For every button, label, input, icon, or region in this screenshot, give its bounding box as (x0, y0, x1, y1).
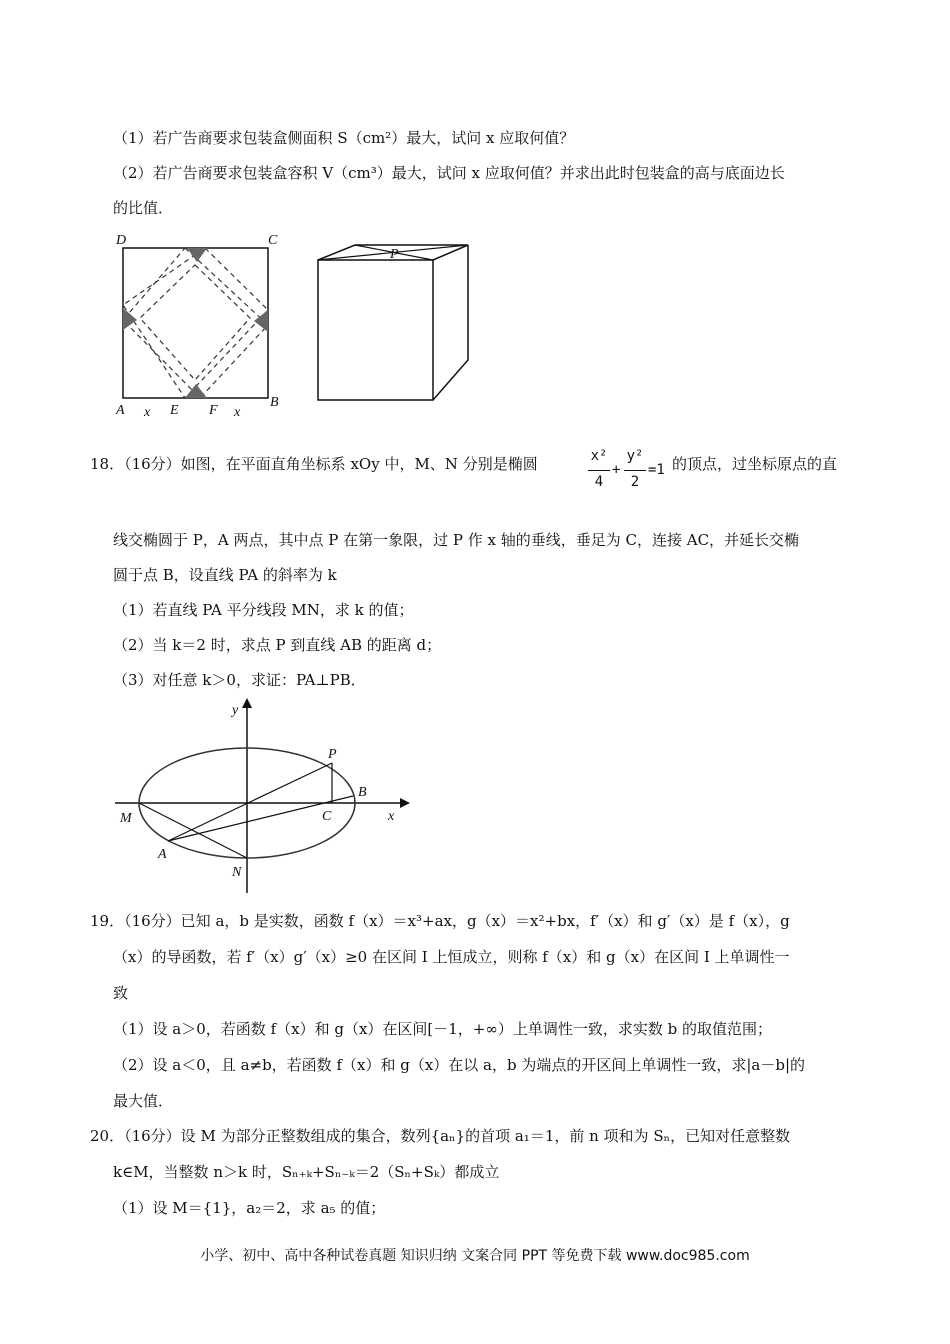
q20-line2: k∈M，当整数 n＞k 时，Sₙ₊ₖ+Sₙ₋ₖ＝2（Sₙ+Sₖ）都成立 (113, 1163, 500, 1181)
q17-part2-line1: （2）若广告商要求包装盒容积 V（cm³）最大，试问 x 应取何值？并求出此时包装盒的高与底面边长 (113, 164, 785, 182)
label-D: D (116, 233, 127, 248)
q18-part1: （1）若直线 PA 平分线段 MN，求 k 的值； (113, 601, 414, 619)
label-F: F (209, 403, 218, 418)
label-P: P (328, 747, 337, 762)
label-x1: x (144, 405, 151, 420)
label-B: B (358, 785, 367, 800)
eq-den1: 4 (594, 474, 604, 490)
label-P: P (390, 247, 399, 262)
label-x2: x (234, 405, 241, 420)
label-A: A (158, 847, 167, 862)
q18-line3: 圆于点 B，设直线 PA 的斜率为 k (113, 566, 337, 584)
eq-num2: y² (626, 448, 644, 464)
q17-part2-line2: 的比值． (113, 199, 174, 217)
label-B: B (270, 395, 279, 410)
q19-part1: （1）设 a＞0，若函数 f（x）和 g（x）在区间[－1，+∞）上单调性一致，求实数 b 的取值范围； (113, 1020, 773, 1038)
q19-line3: 致 (113, 984, 129, 1002)
label-N: N (232, 865, 242, 880)
eq-num1: x² (590, 448, 608, 464)
q18-line1-a: 18．（16分）如图，在平面直角坐标系 xOy 中，M、N 分别是椭圆 (90, 455, 538, 473)
q18-part2: （2）当 k＝2 时，求点 P 到直线 AB 的距离 d； (113, 636, 442, 654)
label-y: y (232, 703, 239, 718)
q19-part2-line1: （2）设 a＜0，且 a≠b，若函数 f（x）和 g（x）在以 a，b 为端点的开区间上单调性一致，求|a－b|的 (113, 1056, 806, 1074)
ellipse-equation (588, 448, 678, 500)
page-footer: 小学、初中、高中各种试卷真题 知识归纳 文案合同 PPT 等免费下载 www.doc985.com (200, 1248, 750, 1264)
eq-den2: 2 (630, 474, 640, 490)
q17-square-figure (110, 230, 290, 420)
label-M: M (120, 811, 132, 826)
label-C: C (322, 809, 332, 824)
q17-part1: （1）若广告商要求包装盒侧面积 S（cm²）最大，试问 x 应取何值？ (113, 129, 575, 147)
label-x: x (388, 809, 395, 824)
label-E: E (170, 403, 179, 418)
q18-line1-b: 的顶点，过坐标原点的直 (672, 455, 838, 473)
q17-box-figure (310, 240, 480, 410)
eq-plus: + (612, 462, 621, 478)
q20-part1: （1）设 M＝{1}，a₂＝2，求 a₅ 的值； (113, 1199, 386, 1217)
label-A: A (116, 403, 125, 418)
q18-ellipse-figure (110, 698, 410, 898)
q18-part3: （3）对任意 k＞0，求证：PA⊥PB． (113, 671, 366, 689)
q20-line1: 20．（16分）设 M 为部分正整数组成的集合，数列{aₙ}的首项 a₁＝1，前 n 项和为 Sₙ，已知对任意整数 (90, 1127, 791, 1145)
label-C: C (268, 233, 278, 248)
q19-line1: 19．（16分）已知 a，b 是实数，函数 f（x）＝x³+ax，g（x）＝x²+bx，f′（x）和 g′（x）是 f（x），g (90, 912, 790, 930)
q18-line2: 线交椭圆于 P，A 两点，其中点 P 在第一象限，过 P 作 x 轴的垂线，垂足为 C，连接 AC，并延长交椭 (113, 531, 800, 549)
q19-line2: （x）的导函数，若 f′（x）g′（x）≥0 在区间 I 上恒成立，则称 f（x）和 g（x）在区间 I 上单调性一 (113, 948, 790, 966)
q19-part2-line2: 最大值． (113, 1092, 174, 1110)
eq-rhs: =1 (648, 462, 665, 478)
